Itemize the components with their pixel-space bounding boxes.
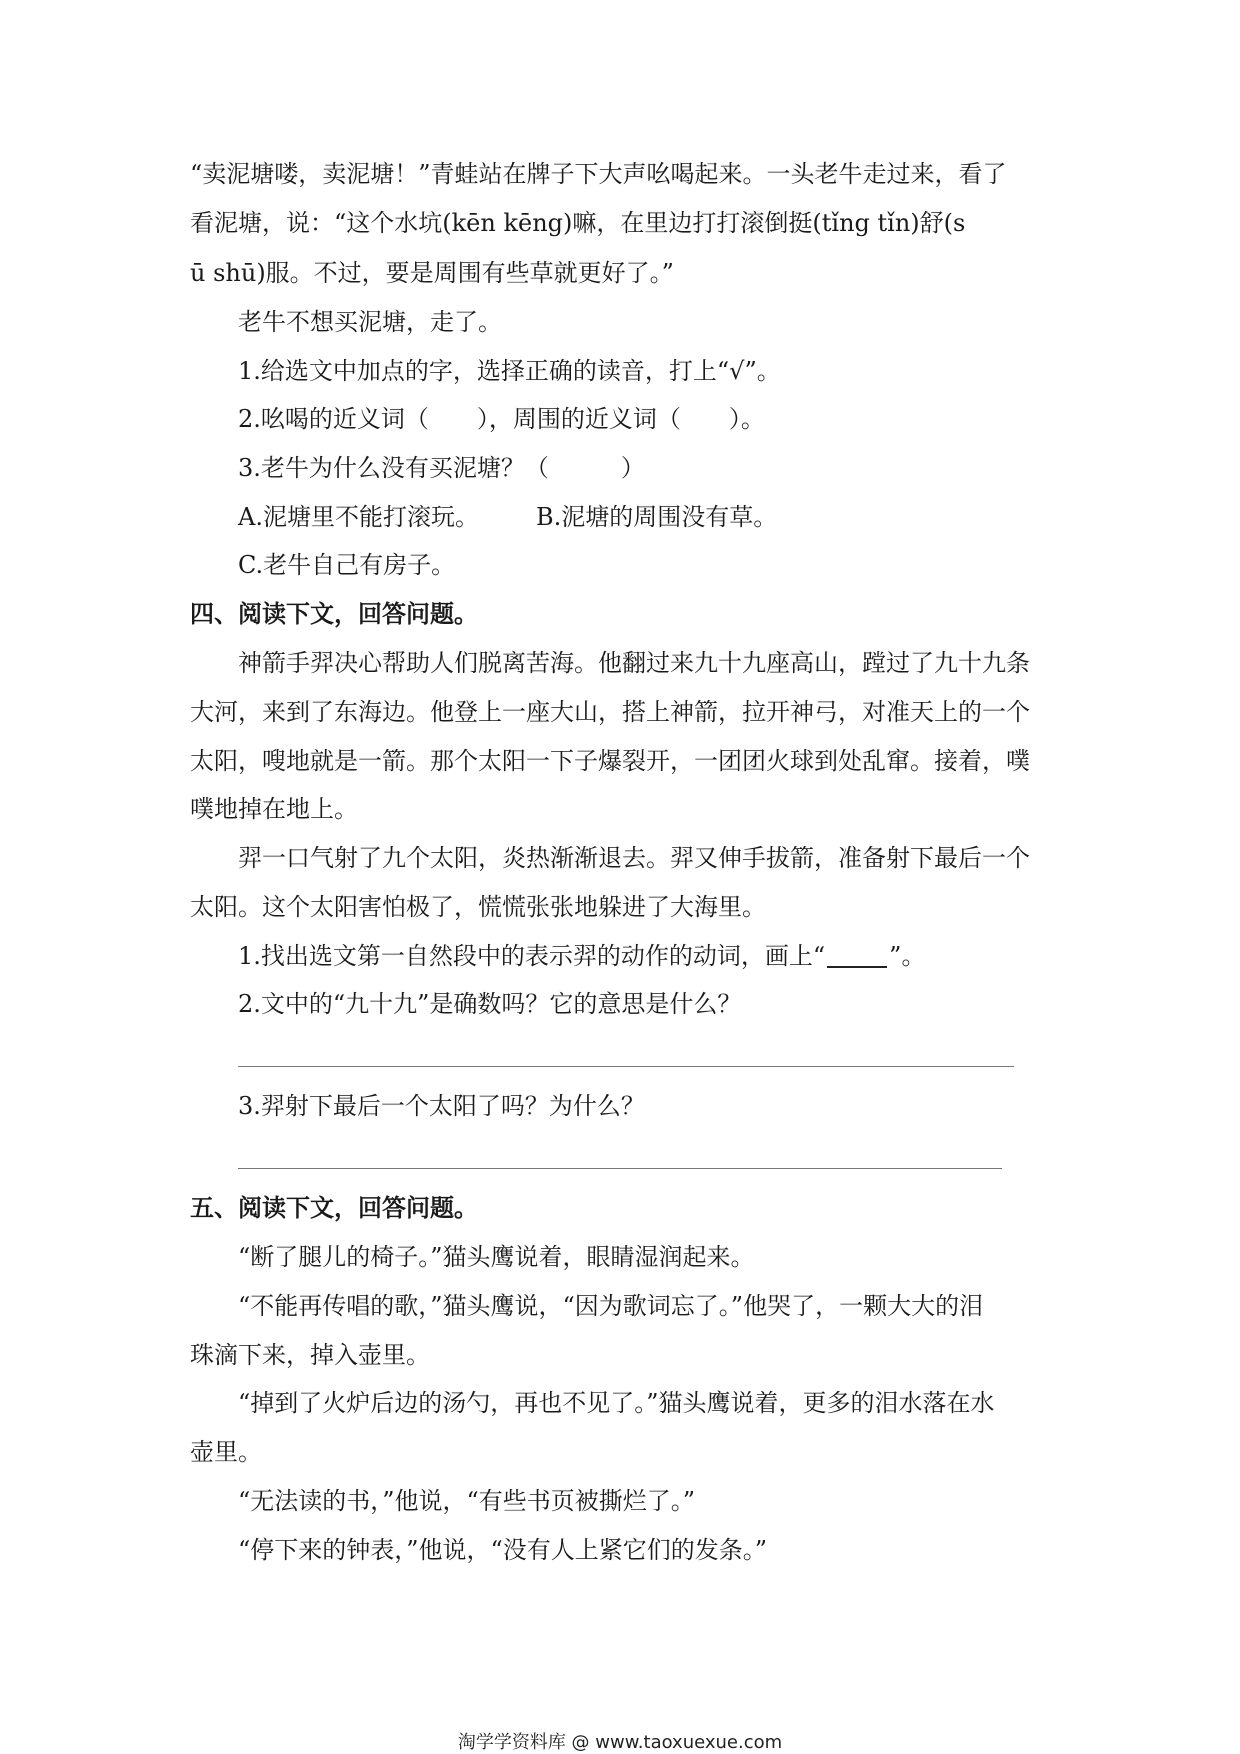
answer-line-q2[interactable]: [238, 1066, 1014, 1067]
section3-question-1: 1.给选文中加点的字，选择正确的读音，打上“√”。: [238, 357, 781, 385]
section4-question-3: 3.羿射下最后一个太阳了吗？为什么？: [238, 1092, 645, 1120]
section3-option-a: A.泥塘里不能打滚玩。: [238, 503, 479, 531]
section3-option-c: C.老牛自己有房子。: [238, 551, 456, 579]
passage5-para3-line1: “掉到了火炉后边的汤勺，再也不见了。”猫头鹰说着，更多的泪水落在水: [238, 1389, 995, 1417]
passage5-para2-line1: “不能再传唱的歌，”猫头鹰说，“因为歌词忘了。”他哭了，一颗大大的泪: [238, 1292, 984, 1320]
passage5-para4: “无法读的书，”他说，“有些书页被撕烂了。”: [238, 1487, 696, 1515]
passage3-para2: 老牛不想买泥塘，走了。: [238, 308, 502, 336]
passage4-para1-line4: 噗地掉在地上。: [190, 795, 358, 823]
section4-question-2: 2.文中的“九十九”是确数吗？它的意思是什么？: [238, 990, 742, 1018]
section3-question-2: 2.吆喝的近义词（ ），周围的近义词（ ）。: [238, 405, 765, 433]
passage5-para2-line2: 珠滴下来，掉入壶里。: [190, 1341, 430, 1369]
passage4-para1-line3: 太阳，嗖地就是一箭。那个太阳一下子爆裂开，一团团火球到处乱窜。接着，噗: [190, 747, 1030, 775]
passage4-para2-line1: 羿一口气射了九个太阳，炎热渐渐退去。羿又伸手拔箭，准备射下最后一个: [238, 844, 1030, 872]
underline-sample: [827, 966, 887, 968]
passage4-para1-line2: 大河，来到了东海边。他登上一座大山，搭上神箭，拉开神弓，对准天上的一个: [190, 698, 1030, 726]
section3-question-3: 3.老牛为什么没有买泥塘？（ ）: [238, 454, 645, 482]
answer-line-q3[interactable]: [238, 1168, 1002, 1169]
passage4-para2-line2: 太阳。这个太阳害怕极了，慌慌张张地躲进了大海里。: [190, 893, 766, 921]
footer-watermark: 淘学学资料库 @ www.taoxuexue.com: [457, 1732, 783, 1753]
section4-question-1: [238, 944, 925, 968]
passage5-para1: “断了腿儿的椅子。”猫头鹰说着，眼睛湿润起来。: [238, 1243, 755, 1271]
passage5-para5: “停下来的钟表，”他说，“没有人上紧它们的发条。”: [238, 1536, 768, 1564]
passage5-para3-line2: 壶里。: [190, 1438, 262, 1466]
section5-heading: 五、阅读下文，回答问题。: [190, 1194, 478, 1222]
passage3-para1-line2: 看泥塘，说：“这个水坑(kēn kēng)嘛，在里边打打滚倒挺(tǐng tǐn)舒(s: [190, 209, 966, 237]
passage3-para1-line1: “卖泥塘喽，卖泥塘！”青蛙站在牌子下大声吆喝起来。一头老牛走过来，看了: [190, 160, 1007, 188]
section3-option-b: B.泥塘的周围没有草。: [536, 503, 778, 531]
section4-question-1-close: ”。: [889, 942, 926, 970]
section4-heading: 四、阅读下文，回答问题。: [190, 600, 478, 628]
section4-question-1-text: 1.找出选文第一自然段中的表示羿的动作的动词，画上“: [238, 942, 826, 970]
passage4-para1-line1: 神箭手羿决心帮助人们脱离苦海。他翻过来九十九座高山，蹚过了九十九条: [238, 649, 1030, 677]
passage3-para1-line3: ū shū)服。不过，要是周围有些草就更好了。”: [190, 259, 674, 287]
